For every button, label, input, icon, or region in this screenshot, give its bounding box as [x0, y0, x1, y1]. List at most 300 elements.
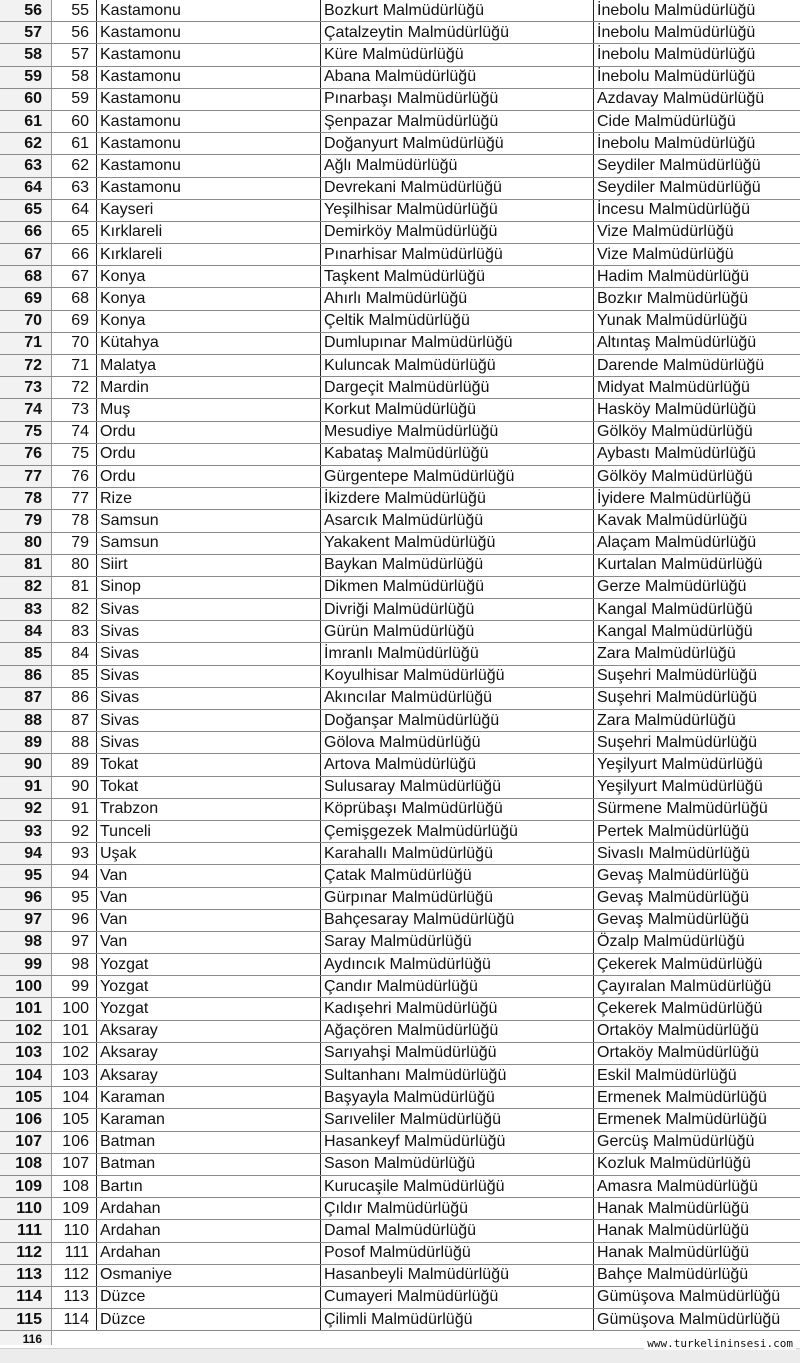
cell-province[interactable]: Düzce	[97, 1287, 321, 1308]
cell-sequence-number[interactable]: 75	[52, 444, 97, 465]
cell-office[interactable]: Hasanbeyli Malmüdürlüğü	[321, 1265, 594, 1286]
cell-target-office[interactable]: Ermenek Malmüdürlüğü	[597, 1088, 767, 1106]
cell-sequence-number[interactable]: 102	[52, 1043, 97, 1064]
cell-office[interactable]: İmranlı Malmüdürlüğü	[321, 643, 594, 664]
cell-office[interactable]: Çıldır Malmüdürlüğü	[321, 1198, 594, 1219]
cell-province[interactable]: Konya	[97, 288, 321, 309]
row-header[interactable]: 103	[0, 1043, 52, 1064]
cell-sequence-number[interactable]: 88	[52, 732, 97, 753]
cell-province[interactable]: Aksaray	[97, 1065, 321, 1086]
cell-sequence-number[interactable]: 97	[52, 932, 97, 953]
cell-target-office[interactable]: Hasköy Malmüdürlüğü	[597, 400, 757, 418]
cell-target-office[interactable]: İnebolu Malmüdürlüğü	[597, 1, 756, 19]
cell-office[interactable]: Çatak Malmüdürlüğü	[321, 865, 594, 886]
cell-office[interactable]: Demirköy Malmüdürlüğü	[321, 222, 594, 243]
cell-sequence-number[interactable]: 68	[52, 288, 97, 309]
row-header[interactable]: 71	[0, 333, 52, 354]
row-header[interactable]: 90	[0, 754, 52, 775]
cell-sequence-number[interactable]: 86	[52, 688, 97, 709]
cell-province[interactable]: Kastamonu	[97, 178, 321, 199]
cell-office[interactable]: Dargeçit Malmüdürlüğü	[321, 377, 594, 398]
cell-office[interactable]: Artova Malmüdürlüğü	[321, 754, 594, 775]
cell-sequence-number[interactable]: 56	[52, 22, 97, 43]
cell-office[interactable]: Damal Malmüdürlüğü	[321, 1220, 594, 1241]
cell-province[interactable]: Karaman	[97, 1109, 321, 1130]
row-header[interactable]: 116	[0, 1331, 52, 1345]
cell-province[interactable]: Mardin	[97, 377, 321, 398]
cell-sequence-number[interactable]: 55	[52, 0, 97, 21]
cell-target-office[interactable]: Azdavay Malmüdürlüğü	[597, 90, 765, 108]
cell-office[interactable]: Şenpazar Malmüdürlüğü	[321, 111, 594, 132]
cell-sequence-number[interactable]: 108	[52, 1176, 97, 1197]
cell-sequence-number[interactable]: 80	[52, 555, 97, 576]
row-header[interactable]: 96	[0, 888, 52, 909]
row-header[interactable]: 83	[0, 599, 52, 620]
cell-target-office[interactable]: Çayıralan Malmüdürlüğü	[597, 977, 772, 995]
cell-office[interactable]: Kurucaşile Malmüdürlüğü	[321, 1176, 594, 1197]
cell-office[interactable]: Hasankeyf Malmüdürlüğü	[321, 1132, 594, 1153]
cell-target-office[interactable]: Kurtalan Malmüdürlüğü	[597, 556, 763, 574]
row-header[interactable]: 68	[0, 266, 52, 287]
row-header[interactable]: 73	[0, 377, 52, 398]
cell-sequence-number[interactable]: 101	[52, 1021, 97, 1042]
cell-target-office[interactable]: Gevaş Malmüdürlüğü	[597, 866, 750, 884]
cell-province[interactable]: Kastamonu	[97, 155, 321, 176]
cell-office[interactable]: Devrekani Malmüdürlüğü	[321, 178, 594, 199]
cell-office[interactable]: İkizdere Malmüdürlüğü	[321, 488, 594, 509]
cell-office[interactable]: Koyulhisar Malmüdürlüğü	[321, 666, 594, 687]
cell-province[interactable]: Sivas	[97, 666, 321, 687]
row-header[interactable]: 58	[0, 44, 52, 65]
cell-province[interactable]: Samsun	[97, 510, 321, 531]
cell-province[interactable]: Batman	[97, 1154, 321, 1175]
cell-office[interactable]: Akıncılar Malmüdürlüğü	[321, 688, 594, 709]
cell-sequence-number[interactable]: 99	[52, 976, 97, 997]
cell-province[interactable]: Konya	[97, 266, 321, 287]
cell-province[interactable]: Kastamonu	[97, 89, 321, 110]
cell-sequence-number[interactable]: 72	[52, 377, 97, 398]
cell-sequence-number[interactable]: 70	[52, 333, 97, 354]
cell-sequence-number[interactable]: 103	[52, 1065, 97, 1086]
cell-province[interactable]: Sivas	[97, 732, 321, 753]
cell-target-office[interactable]: Hanak Malmüdürlüğü	[597, 1221, 750, 1239]
cell-province[interactable]: Düzce	[97, 1309, 321, 1330]
cell-office[interactable]: Çeltik Malmüdürlüğü	[321, 311, 594, 332]
cell-office[interactable]: Yeşilhisar Malmüdürlüğü	[321, 200, 594, 221]
cell-sequence-number[interactable]: 81	[52, 577, 97, 598]
cell-province[interactable]: Osmaniye	[97, 1265, 321, 1286]
row-header[interactable]: 114	[0, 1287, 52, 1308]
cell-sequence-number[interactable]: 96	[52, 910, 97, 931]
cell-province[interactable]: Siirt	[97, 555, 321, 576]
row-header[interactable]: 94	[0, 843, 52, 864]
cell-target-office[interactable]: İyidere Malmüdürlüğü	[597, 489, 751, 507]
cell-office[interactable]: Posof Malmüdürlüğü	[321, 1243, 594, 1264]
cell-office[interactable]: Bahçesaray Malmüdürlüğü	[321, 910, 594, 931]
cell-province[interactable]: Tokat	[97, 754, 321, 775]
cell-province[interactable]: Van	[97, 910, 321, 931]
cell-sequence-number[interactable]: 92	[52, 821, 97, 842]
cell-province[interactable]: Ardahan	[97, 1198, 321, 1219]
cell-target-office[interactable]: Gölköy Malmüdürlüğü	[597, 467, 753, 485]
cell-target-office[interactable]: Gerze Malmüdürlüğü	[597, 578, 747, 596]
cell-target-office[interactable]: Eskil Malmüdürlüğü	[597, 1066, 737, 1084]
row-header[interactable]: 109	[0, 1176, 52, 1197]
row-header[interactable]: 89	[0, 732, 52, 753]
cell-office[interactable]: Taşkent Malmüdürlüğü	[321, 266, 594, 287]
cell-target-office[interactable]: Gümüşova Malmüdürlüğü	[597, 1288, 781, 1306]
cell-sequence-number[interactable]: 95	[52, 888, 97, 909]
cell-target-office[interactable]: İnebolu Malmüdürlüğü	[597, 45, 756, 63]
cell-province[interactable]: Tunceli	[97, 821, 321, 842]
cell-target-office[interactable]: Zara Malmüdürlüğü	[597, 645, 736, 663]
cell-office[interactable]: Sulusaray Malmüdürlüğü	[321, 777, 594, 798]
cell-target-office[interactable]: Yeşilyurt Malmüdürlüğü	[597, 778, 763, 796]
cell-province[interactable]: Ordu	[97, 422, 321, 443]
cell-office[interactable]: Sarıveliler Malmüdürlüğü	[321, 1109, 594, 1130]
cell-target-office[interactable]: İnebolu Malmüdürlüğü	[597, 23, 756, 41]
cell-target-office[interactable]: Kangal Malmüdürlüğü	[597, 622, 753, 640]
cell-province[interactable]: Bartın	[97, 1176, 321, 1197]
cell-target-office[interactable]: İnebolu Malmüdürlüğü	[597, 134, 756, 152]
cell-target-office[interactable]: Gercüş Malmüdürlüğü	[597, 1133, 755, 1151]
cell-sequence-number[interactable]: 104	[52, 1087, 97, 1108]
row-header[interactable]: 110	[0, 1198, 52, 1219]
cell-sequence-number[interactable]: 85	[52, 666, 97, 687]
cell-sequence-number[interactable]: 57	[52, 44, 97, 65]
row-header[interactable]: 98	[0, 932, 52, 953]
row-header[interactable]: 93	[0, 821, 52, 842]
row-header[interactable]: 112	[0, 1243, 52, 1264]
row-header[interactable]: 101	[0, 998, 52, 1019]
cell-target-office[interactable]: Yunak Malmüdürlüğü	[597, 312, 748, 330]
cell-sequence-number[interactable]: 113	[52, 1287, 97, 1308]
cell-target-office[interactable]: Çekerek Malmüdürlüğü	[597, 955, 763, 973]
row-header[interactable]: 100	[0, 976, 52, 997]
cell-sequence-number[interactable]: 76	[52, 466, 97, 487]
cell-province[interactable]: Kastamonu	[97, 0, 321, 21]
row-header[interactable]: 87	[0, 688, 52, 709]
row-header[interactable]: 78	[0, 488, 52, 509]
cell-target-office[interactable]: Bahçe Malmüdürlüğü	[597, 1266, 749, 1284]
row-header[interactable]: 92	[0, 799, 52, 820]
row-header[interactable]: 102	[0, 1021, 52, 1042]
cell-target-office[interactable]: İnebolu Malmüdürlüğü	[597, 68, 756, 86]
cell-target-office[interactable]: Vize Malmüdürlüğü	[597, 245, 734, 263]
cell-office[interactable]: Pınarbaşı Malmüdürlüğü	[321, 89, 594, 110]
cell-province[interactable]: Van	[97, 865, 321, 886]
cell-sequence-number[interactable]: 89	[52, 754, 97, 775]
cell-office[interactable]: Ağlı Malmüdürlüğü	[321, 155, 594, 176]
row-header[interactable]: 60	[0, 89, 52, 110]
cell-target-office[interactable]: Hanak Malmüdürlüğü	[597, 1199, 750, 1217]
row-header[interactable]: 84	[0, 621, 52, 642]
row-header[interactable]: 57	[0, 22, 52, 43]
cell-sequence-number[interactable]: 109	[52, 1198, 97, 1219]
cell-sequence-number[interactable]: 63	[52, 178, 97, 199]
cell-province[interactable]: Aksaray	[97, 1043, 321, 1064]
cell-province[interactable]: Konya	[97, 311, 321, 332]
cell-province[interactable]: Kütahya	[97, 333, 321, 354]
cell-province[interactable]: Sivas	[97, 621, 321, 642]
cell-office[interactable]: Sason Malmüdürlüğü	[321, 1154, 594, 1175]
cell-sequence-number[interactable]: 60	[52, 111, 97, 132]
cell-sequence-number[interactable]: 79	[52, 533, 97, 554]
cell-sequence-number[interactable]: 64	[52, 200, 97, 221]
cell-office[interactable]: Bozkurt Malmüdürlüğü	[321, 0, 594, 21]
cell-sequence-number[interactable]: 74	[52, 422, 97, 443]
row-header[interactable]: 59	[0, 67, 52, 88]
cell-target-office[interactable]: Çekerek Malmüdürlüğü	[597, 1000, 763, 1018]
row-header[interactable]: 76	[0, 444, 52, 465]
cell-province[interactable]: Ordu	[97, 444, 321, 465]
row-header[interactable]: 80	[0, 533, 52, 554]
row-header[interactable]: 72	[0, 355, 52, 376]
cell-target-office[interactable]: Hadim Malmüdürlüğü	[597, 267, 750, 285]
cell-office[interactable]: Gölova Malmüdürlüğü	[321, 732, 594, 753]
cell-office[interactable]: Abana Malmüdürlüğü	[321, 67, 594, 88]
cell-office[interactable]: Küre Malmüdürlüğü	[321, 44, 594, 65]
row-header[interactable]: 65	[0, 200, 52, 221]
cell-target-office[interactable]: Ortaköy Malmüdürlüğü	[597, 1022, 759, 1040]
row-header[interactable]: 70	[0, 311, 52, 332]
cell-target-office[interactable]: Gölköy Malmüdürlüğü	[597, 423, 753, 441]
row-header[interactable]: 86	[0, 666, 52, 687]
cell-target-office[interactable]: Suşehri Malmüdürlüğü	[597, 667, 758, 685]
cell-office[interactable]: Başyayla Malmüdürlüğü	[321, 1087, 594, 1108]
cell-province[interactable]: Rize	[97, 488, 321, 509]
cell-province[interactable]: Kırklareli	[97, 244, 321, 265]
cell-sequence-number[interactable]: 66	[52, 244, 97, 265]
cell-target-office[interactable]: Suşehri Malmüdürlüğü	[597, 733, 758, 751]
cell-target-office[interactable]: Altıntaş Malmüdürlüğü	[597, 334, 757, 352]
cell-sequence-number[interactable]: 107	[52, 1154, 97, 1175]
cell-target-office[interactable]: Vize Malmüdürlüğü	[597, 223, 734, 241]
cell-office[interactable]: Çilimli Malmüdürlüğü	[321, 1309, 594, 1330]
cell-office[interactable]: Gürgentepe Malmüdürlüğü	[321, 466, 594, 487]
cell-sequence-number[interactable]: 111	[52, 1243, 97, 1264]
cell-target-office[interactable]: Seydiler Malmüdürlüğü	[597, 179, 761, 197]
cell-sequence-number[interactable]: 91	[52, 799, 97, 820]
cell-province[interactable]: Aksaray	[97, 1021, 321, 1042]
cell-office[interactable]: Gürpınar Malmüdürlüğü	[321, 888, 594, 909]
cell-target-office[interactable]: Aybastı Malmüdürlüğü	[597, 445, 756, 463]
row-header[interactable]: 79	[0, 510, 52, 531]
cell-target-office[interactable]: Hanak Malmüdürlüğü	[597, 1244, 750, 1262]
row-header[interactable]: 77	[0, 466, 52, 487]
cell-sequence-number[interactable]: 78	[52, 510, 97, 531]
cell-province[interactable]: Malatya	[97, 355, 321, 376]
cell-province[interactable]: Van	[97, 888, 321, 909]
row-header[interactable]: 63	[0, 155, 52, 176]
cell-office[interactable]: Ağaçören Malmüdürlüğü	[321, 1021, 594, 1042]
cell-sequence-number[interactable]: 61	[52, 133, 97, 154]
cell-office[interactable]: Kabataş Malmüdürlüğü	[321, 444, 594, 465]
cell-sequence-number[interactable]: 59	[52, 89, 97, 110]
cell-office[interactable]: Çandır Malmüdürlüğü	[321, 976, 594, 997]
cell-province[interactable]: Kastamonu	[97, 67, 321, 88]
cell-sequence-number[interactable]: 100	[52, 998, 97, 1019]
cell-province[interactable]: Ordu	[97, 466, 321, 487]
cell-target-office[interactable]: Gevaş Malmüdürlüğü	[597, 889, 750, 907]
cell-office[interactable]: Mesudiye Malmüdürlüğü	[321, 422, 594, 443]
row-header[interactable]: 115	[0, 1309, 52, 1330]
cell-province[interactable]: Sivas	[97, 710, 321, 731]
cell-office[interactable]: Köprübaşı Malmüdürlüğü	[321, 799, 594, 820]
cell-province[interactable]: Kastamonu	[97, 111, 321, 132]
cell-sequence-number[interactable]: 62	[52, 155, 97, 176]
cell-sequence-number[interactable]: 105	[52, 1109, 97, 1130]
cell-province[interactable]: Ardahan	[97, 1220, 321, 1241]
cell-target-office[interactable]: Ermenek Malmüdürlüğü	[597, 1110, 767, 1128]
cell-sequence-number[interactable]: 114	[52, 1309, 97, 1330]
cell-target-office[interactable]: Kozluk Malmüdürlüğü	[597, 1155, 751, 1173]
row-header[interactable]: 82	[0, 577, 52, 598]
cell-sequence-number[interactable]: 110	[52, 1220, 97, 1241]
cell-sequence-number[interactable]: 94	[52, 865, 97, 886]
cell-province[interactable]: Ardahan	[97, 1243, 321, 1264]
row-header[interactable]: 69	[0, 288, 52, 309]
row-header[interactable]: 64	[0, 178, 52, 199]
cell-province[interactable]: Yozgat	[97, 998, 321, 1019]
cell-office[interactable]: Çatalzeytin Malmüdürlüğü	[321, 22, 594, 43]
cell-office[interactable]: Çemişgezek Malmüdürlüğü	[321, 821, 594, 842]
row-header[interactable]: 91	[0, 777, 52, 798]
cell-office[interactable]: Pınarhisar Malmüdürlüğü	[321, 244, 594, 265]
cell-target-office[interactable]: Darende Malmüdürlüğü	[597, 356, 765, 374]
cell-office[interactable]: Sultanhanı Malmüdürlüğü	[321, 1065, 594, 1086]
cell-province[interactable]: Van	[97, 932, 321, 953]
cell-target-office[interactable]: Seydiler Malmüdürlüğü	[597, 156, 761, 174]
cell-sequence-number[interactable]: 69	[52, 311, 97, 332]
cell-province[interactable]: Sivas	[97, 599, 321, 620]
cell-office[interactable]: Ahırlı Malmüdürlüğü	[321, 288, 594, 309]
cell-target-office[interactable]: Alaçam Malmüdürlüğü	[597, 534, 757, 552]
cell-province[interactable]: Kırklareli	[97, 222, 321, 243]
cell-sequence-number[interactable]: 58	[52, 67, 97, 88]
cell-target-office[interactable]: Özalp Malmüdürlüğü	[597, 933, 745, 951]
row-header[interactable]: 67	[0, 244, 52, 265]
cell-sequence-number[interactable]: 90	[52, 777, 97, 798]
cell-office[interactable]: Saray Malmüdürlüğü	[321, 932, 594, 953]
cell-province[interactable]: Uşak	[97, 843, 321, 864]
row-header[interactable]: 56	[0, 0, 52, 21]
row-header[interactable]: 62	[0, 133, 52, 154]
cell-sequence-number[interactable]: 77	[52, 488, 97, 509]
cell-sequence-number[interactable]: 98	[52, 954, 97, 975]
row-header[interactable]: 108	[0, 1154, 52, 1175]
cell-province[interactable]: Kastamonu	[97, 133, 321, 154]
cell-target-office[interactable]: İncesu Malmüdürlüğü	[597, 201, 750, 219]
cell-province[interactable]: Karaman	[97, 1087, 321, 1108]
row-header[interactable]: 75	[0, 422, 52, 443]
cell-province[interactable]: Batman	[97, 1132, 321, 1153]
cell-target-office[interactable]: Gümüşova Malmüdürlüğü	[597, 1310, 781, 1328]
cell-province[interactable]: Muş	[97, 399, 321, 420]
row-header[interactable]: 113	[0, 1265, 52, 1286]
cell-sequence-number[interactable]: 84	[52, 643, 97, 664]
cell-office[interactable]: Yakakent Malmüdürlüğü	[321, 533, 594, 554]
row-header[interactable]: 97	[0, 910, 52, 931]
row-header[interactable]: 104	[0, 1065, 52, 1086]
cell-office[interactable]: Korkut Malmüdürlüğü	[321, 399, 594, 420]
cell-target-office[interactable]: Yeşilyurt Malmüdürlüğü	[597, 755, 763, 773]
cell-province[interactable]: Sinop	[97, 577, 321, 598]
cell-office[interactable]: Sarıyahşi Malmüdürlüğü	[321, 1043, 594, 1064]
row-header[interactable]: 66	[0, 222, 52, 243]
cell-target-office[interactable]: Pertek Malmüdürlüğü	[597, 822, 750, 840]
cell-target-office[interactable]: Cide Malmüdürlüğü	[597, 112, 736, 130]
row-header[interactable]: 85	[0, 643, 52, 664]
cell-province[interactable]: Yozgat	[97, 954, 321, 975]
cell-office[interactable]: Divriği Malmüdürlüğü	[321, 599, 594, 620]
cell-office[interactable]: Kadışehri Malmüdürlüğü	[321, 998, 594, 1019]
cell-province[interactable]: Tokat	[97, 777, 321, 798]
cell-target-office[interactable]: Sürmene Malmüdürlüğü	[597, 800, 768, 818]
row-header[interactable]: 107	[0, 1132, 52, 1153]
cell-office[interactable]: Doğanşar Malmüdürlüğü	[321, 710, 594, 731]
cell-office[interactable]: Baykan Malmüdürlüğü	[321, 555, 594, 576]
row-header[interactable]: 61	[0, 111, 52, 132]
row-header[interactable]: 88	[0, 710, 52, 731]
cell-office[interactable]: Dikmen Malmüdürlüğü	[321, 577, 594, 598]
cell-office[interactable]: Doğanyurt Malmüdürlüğü	[321, 133, 594, 154]
cell-sequence-number[interactable]: 73	[52, 399, 97, 420]
cell-sequence-number[interactable]: 93	[52, 843, 97, 864]
row-header[interactable]: 106	[0, 1109, 52, 1130]
cell-target-office[interactable]: Zara Malmüdürlüğü	[597, 711, 736, 729]
row-header[interactable]: 105	[0, 1087, 52, 1108]
cell-sequence-number[interactable]: 65	[52, 222, 97, 243]
cell-province[interactable]: Trabzon	[97, 799, 321, 820]
cell-province[interactable]: Kastamonu	[97, 44, 321, 65]
cell-target-office[interactable]: Kavak Malmüdürlüğü	[597, 511, 748, 529]
cell-province[interactable]: Yozgat	[97, 976, 321, 997]
cell-sequence-number[interactable]: 82	[52, 599, 97, 620]
cell-province[interactable]: Samsun	[97, 533, 321, 554]
row-header[interactable]: 111	[0, 1220, 52, 1241]
cell-office[interactable]: Dumlupınar Malmüdürlüğü	[321, 333, 594, 354]
cell-office[interactable]: Karahallı Malmüdürlüğü	[321, 843, 594, 864]
row-header[interactable]: 99	[0, 954, 52, 975]
row-header[interactable]: 74	[0, 399, 52, 420]
cell-province[interactable]: Sivas	[97, 688, 321, 709]
cell-office[interactable]: Kuluncak Malmüdürlüğü	[321, 355, 594, 376]
cell-target-office[interactable]: Suşehri Malmüdürlüğü	[597, 689, 758, 707]
cell-target-office[interactable]: Amasra Malmüdürlüğü	[597, 1177, 758, 1195]
cell-office[interactable]: Gürün Malmüdürlüğü	[321, 621, 594, 642]
cell-sequence-number[interactable]: 67	[52, 266, 97, 287]
cell-province[interactable]: Sivas	[97, 643, 321, 664]
cell-target-office[interactable]: Sivaslı Malmüdürlüğü	[597, 844, 750, 862]
cell-target-office[interactable]: Gevaş Malmüdürlüğü	[597, 911, 750, 929]
row-header[interactable]: 81	[0, 555, 52, 576]
cell-target-office[interactable]: Ortaköy Malmüdürlüğü	[597, 1044, 759, 1062]
cell-sequence-number[interactable]: 87	[52, 710, 97, 731]
cell-sequence-number[interactable]: 112	[52, 1265, 97, 1286]
row-header[interactable]: 95	[0, 865, 52, 886]
cell-office[interactable]: Cumayeri Malmüdürlüğü	[321, 1287, 594, 1308]
cell-office[interactable]: Asarcık Malmüdürlüğü	[321, 510, 594, 531]
cell-sequence-number[interactable]: 106	[52, 1132, 97, 1153]
cell-province[interactable]: Kastamonu	[97, 22, 321, 43]
cell-province[interactable]: Kayseri	[97, 200, 321, 221]
cell-sequence-number[interactable]: 83	[52, 621, 97, 642]
cell-target-office[interactable]: Bozkır Malmüdürlüğü	[597, 290, 749, 308]
cell-target-office[interactable]: Kangal Malmüdürlüğü	[597, 600, 753, 618]
cell-office[interactable]: Aydıncık Malmüdürlüğü	[321, 954, 594, 975]
cell-target-office[interactable]: Midyat Malmüdürlüğü	[597, 378, 750, 396]
